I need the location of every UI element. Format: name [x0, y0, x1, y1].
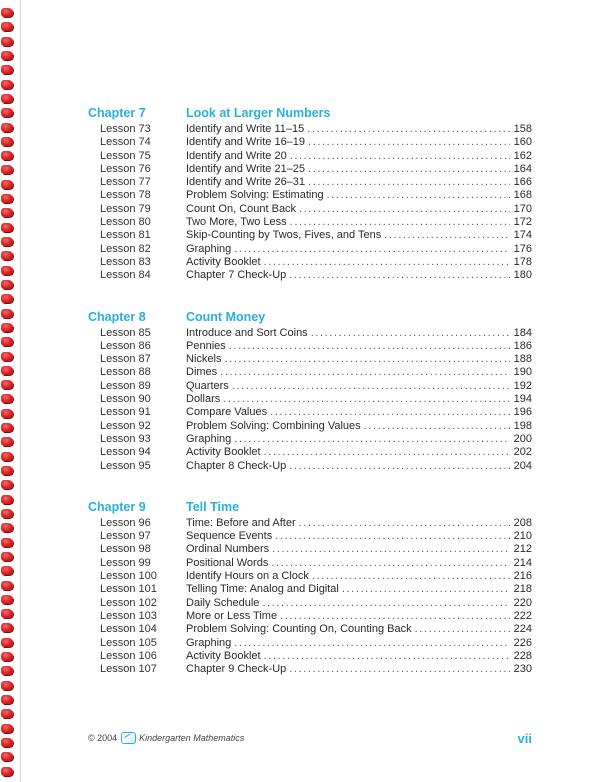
chapter-heading: [88, 106, 532, 123]
lesson-title: Ordinal Numbers: [186, 543, 270, 556]
dot-leader: [264, 650, 510, 662]
lesson-row: [88, 650, 532, 663]
lesson-title-leader: [186, 530, 510, 542]
spiral-ring: [1, 337, 13, 346]
lesson-number: Lesson 93: [100, 432, 151, 445]
lesson-title: Activity Booklet: [186, 446, 261, 459]
spiral-ring: [1, 709, 13, 718]
lesson-title-leader: [186, 269, 510, 281]
lesson-page: 208: [513, 516, 532, 529]
lesson-title: Graphing: [186, 242, 232, 255]
spiral-ring: [1, 652, 13, 661]
dot-leader: [271, 557, 510, 569]
lesson-page: 212: [513, 543, 532, 556]
lesson-title-leader: [186, 380, 510, 392]
lesson-title-leader: [186, 256, 510, 268]
dot-leader: [290, 216, 510, 228]
lesson-title-leader: [186, 163, 510, 175]
lesson-title: Identify and Write 21–25: [186, 162, 306, 175]
lesson-row: [88, 433, 532, 446]
lesson-page: 198: [513, 419, 532, 432]
lesson-row: [88, 637, 532, 650]
spiral-ring: [1, 666, 13, 675]
lesson-row: [88, 216, 532, 229]
spiral-ring: [1, 380, 13, 389]
lesson-number: Lesson 100: [100, 570, 157, 583]
spiral-ring: [1, 466, 13, 475]
lesson-title: Two More, Two Less: [186, 216, 287, 229]
lesson-row: [88, 136, 532, 149]
lesson-number: Lesson 81: [100, 229, 151, 242]
spiral-ring: [1, 752, 13, 761]
dot-leader: [270, 406, 510, 418]
spiral-ring: [1, 237, 13, 246]
chapter-number: Chapter 9: [88, 499, 146, 514]
lesson-page: 228: [513, 649, 532, 662]
lesson-page: 192: [513, 379, 532, 392]
lesson-page: 214: [513, 556, 532, 569]
spiral-ring: [1, 538, 13, 547]
dot-leader: [272, 543, 510, 555]
lesson-number: Lesson 96: [100, 516, 151, 529]
lesson-title: Activity Booklet: [186, 255, 261, 268]
lesson-number: Lesson 103: [100, 609, 157, 622]
lesson-title: Time: Before and After: [186, 516, 296, 529]
lesson-row: [88, 243, 532, 256]
spiral-ring: [1, 509, 13, 518]
lesson-title-leader: [186, 176, 510, 188]
spiral-ring: [1, 437, 13, 446]
spiral-ring: [1, 323, 13, 332]
dot-leader: [229, 340, 510, 352]
lesson-number: Lesson 82: [100, 242, 151, 255]
spiral-ring: [1, 595, 13, 604]
lesson-row: [88, 176, 532, 189]
lesson-page: 170: [513, 202, 532, 215]
lesson-page: 186: [513, 339, 532, 352]
spiral-binding: [0, 0, 16, 782]
lesson-title: Compare Values: [186, 406, 268, 419]
lesson-title-leader: [186, 243, 510, 255]
dot-leader: [307, 123, 510, 135]
spiral-ring: [1, 609, 13, 618]
chapter-heading: [88, 310, 532, 327]
spiral-ring: [1, 767, 13, 776]
lesson-row: [88, 163, 532, 176]
lesson-page: 176: [513, 242, 532, 255]
lesson-page: 184: [513, 326, 532, 339]
lesson-title: Daily Schedule: [186, 596, 260, 609]
lesson-number: Lesson 76: [100, 162, 151, 175]
lesson-number: Lesson 102: [100, 596, 157, 609]
lesson-row: [88, 517, 532, 530]
chapter-title: Count Money: [186, 309, 266, 324]
lesson-title: Problem Solving: Estimating: [186, 189, 324, 202]
lesson-number: Lesson 95: [100, 459, 151, 472]
page-edge: [20, 0, 21, 782]
lesson-title: Dollars: [186, 393, 221, 406]
lesson-number: Lesson 91: [100, 406, 151, 419]
lesson-row: [88, 530, 532, 543]
lesson-title-leader: [186, 597, 510, 609]
lesson-title: Identify and Write 16–19: [186, 136, 306, 149]
lesson-title-leader: [186, 136, 510, 148]
lesson-title-leader: [186, 446, 510, 458]
dot-leader: [308, 136, 510, 148]
lesson-title: Telling Time: Analog and Digital: [186, 583, 339, 596]
lesson-number: Lesson 106: [100, 649, 157, 662]
lesson-row: [88, 269, 532, 282]
spiral-ring: [1, 495, 13, 504]
dot-leader: [312, 570, 510, 582]
dot-leader: [264, 256, 510, 268]
lesson-title-leader: [186, 353, 510, 365]
lesson-page: 188: [513, 353, 532, 366]
lesson-page: 160: [513, 136, 532, 149]
spiral-ring: [1, 123, 13, 132]
chapter-number: Chapter 8: [88, 309, 146, 324]
lesson-title: Identify and Write 26–31: [186, 176, 306, 189]
dot-leader: [224, 353, 510, 365]
spiral-ring: [1, 523, 13, 532]
book-title: Kindergarten Mathematics: [139, 733, 245, 743]
lesson-row: [88, 610, 532, 623]
lesson-title: Graphing: [186, 636, 232, 649]
spiral-ring: [1, 137, 13, 146]
lesson-number: Lesson 89: [100, 379, 151, 392]
lesson-title: Quarters: [186, 379, 229, 392]
lesson-page: 158: [513, 123, 532, 135]
lesson-number: Lesson 99: [100, 556, 151, 569]
lesson-row: [88, 123, 532, 136]
lesson-row: [88, 340, 532, 353]
lesson-page: 216: [513, 570, 532, 583]
spiral-ring: [1, 480, 13, 489]
spiral-ring: [1, 223, 13, 232]
lesson-row: [88, 583, 532, 596]
lesson-title: Problem Solving: Combining Values: [186, 419, 361, 432]
lesson-page: 166: [513, 176, 532, 189]
chapter-heading: [88, 500, 532, 517]
dot-leader: [232, 380, 510, 392]
lesson-row: [88, 203, 532, 216]
lesson-title-leader: [186, 216, 510, 228]
lesson-number: Lesson 94: [100, 446, 151, 459]
dot-leader: [415, 623, 510, 635]
lesson-row: [88, 393, 532, 406]
lesson-page: 210: [513, 530, 532, 543]
lesson-row: [88, 420, 532, 433]
lesson-row: [88, 623, 532, 636]
spiral-ring: [1, 452, 13, 461]
lesson-page: 204: [513, 459, 532, 472]
chapter-section: [88, 310, 532, 473]
lesson-number: Lesson 92: [100, 419, 151, 432]
chapter-title: Look at Larger Numbers: [186, 106, 331, 120]
lesson-page: 172: [513, 216, 532, 229]
lesson-page: 168: [513, 189, 532, 202]
lesson-title-leader: [186, 393, 510, 405]
lesson-row: [88, 380, 532, 393]
lesson-number: Lesson 83: [100, 255, 151, 268]
spiral-ring: [1, 51, 13, 60]
lesson-title-leader: [186, 557, 510, 569]
spiral-ring: [1, 294, 13, 303]
page-footer: [88, 728, 532, 748]
lesson-row: [88, 189, 532, 202]
lesson-title: Graphing: [186, 432, 232, 445]
lesson-title: More or Less Time: [186, 609, 278, 622]
lesson-number: Lesson 101: [100, 583, 157, 596]
spiral-ring: [1, 394, 13, 403]
lesson-number: Lesson 104: [100, 623, 157, 636]
lesson-row: [88, 460, 532, 473]
lesson-title-leader: [186, 517, 510, 529]
lesson-title-leader: [186, 637, 510, 649]
lesson-number: Lesson 84: [100, 269, 151, 282]
lesson-number: Lesson 79: [100, 202, 151, 215]
lesson-number: Lesson 75: [100, 149, 151, 162]
lesson-number: Lesson 97: [100, 530, 151, 543]
lesson-page: 230: [513, 663, 532, 676]
dot-leader: [342, 583, 510, 595]
lesson-row: [88, 663, 532, 676]
lesson-number: Lesson 88: [100, 366, 151, 379]
lesson-page: 196: [513, 406, 532, 419]
publisher-logo-icon: [121, 732, 136, 744]
dot-leader: [280, 610, 510, 622]
lesson-row: [88, 327, 532, 340]
lesson-row: [88, 543, 532, 556]
lesson-title-leader: [186, 420, 510, 432]
lesson-title-leader: [186, 150, 510, 162]
spiral-ring: [1, 280, 13, 289]
lesson-row: [88, 366, 532, 379]
dot-leader: [289, 269, 510, 281]
chapter-section: [88, 106, 532, 283]
lesson-number: Lesson 98: [100, 543, 151, 556]
lesson-title-leader: [186, 460, 510, 472]
lesson-title-leader: [186, 543, 510, 555]
lesson-title-leader: [186, 406, 510, 418]
lesson-page: 226: [513, 636, 532, 649]
spiral-ring: [1, 724, 13, 733]
chapter-title: Tell Time: [186, 499, 240, 514]
spiral-ring: [1, 94, 13, 103]
lesson-number: Lesson 74: [100, 136, 151, 149]
lesson-title: Pennies: [186, 339, 226, 352]
spiral-ring: [1, 251, 13, 260]
dot-leader: [275, 530, 510, 542]
dot-leader: [299, 517, 510, 529]
lesson-title: Count On, Count Back: [186, 202, 297, 215]
lesson-row: [88, 597, 532, 610]
dot-leader: [234, 637, 510, 649]
dot-leader: [299, 203, 510, 215]
lesson-title-leader: [186, 366, 510, 378]
lesson-page: 174: [513, 229, 532, 242]
lesson-row: [88, 557, 532, 570]
lesson-page: 224: [513, 623, 532, 636]
lesson-number: Lesson 80: [100, 216, 151, 229]
dot-leader: [327, 189, 510, 201]
spiral-ring: [1, 22, 13, 31]
lesson-page: 200: [513, 432, 532, 445]
spiral-ring: [1, 681, 13, 690]
spiral-ring: [1, 266, 13, 275]
lesson-title: Chapter 7 Check-Up: [186, 269, 287, 282]
lesson-title: Activity Booklet: [186, 649, 261, 662]
lesson-row: [88, 256, 532, 269]
spiral-ring: [1, 180, 13, 189]
lesson-page: 218: [513, 583, 532, 596]
spiral-ring: [1, 409, 13, 418]
spiral-ring: [1, 37, 13, 46]
lesson-number: Lesson 90: [100, 393, 151, 406]
spiral-ring: [1, 581, 13, 590]
spiral-ring: [1, 638, 13, 647]
dot-leader: [364, 420, 510, 432]
spiral-ring: [1, 80, 13, 89]
lesson-number: Lesson 86: [100, 339, 151, 352]
dot-leader: [290, 150, 510, 162]
spiral-ring: [1, 352, 13, 361]
lesson-row: [88, 150, 532, 163]
spiral-ring: [1, 695, 13, 704]
dot-leader: [308, 176, 510, 188]
lesson-title: Nickels: [186, 353, 222, 366]
lesson-title: Positional Words: [186, 556, 269, 569]
lesson-row: [88, 446, 532, 459]
page-number: vii: [517, 730, 532, 746]
lesson-title-leader: [186, 570, 510, 582]
spiral-ring: [1, 623, 13, 632]
lesson-page: 194: [513, 393, 532, 406]
dot-leader: [384, 229, 510, 241]
lesson-number: Lesson 107: [100, 663, 157, 676]
lesson-row: [88, 229, 532, 242]
lesson-number: Lesson 78: [100, 189, 151, 202]
lesson-page: 178: [513, 255, 532, 268]
lesson-title-leader: [186, 123, 510, 135]
lesson-title-leader: [186, 203, 510, 215]
lesson-number: Lesson 73: [100, 123, 151, 135]
spiral-ring: [1, 151, 13, 160]
spiral-ring: [1, 423, 13, 432]
lesson-page: 220: [513, 596, 532, 609]
spiral-ring: [1, 194, 13, 203]
lesson-title: Problem Solving: Counting On, Counting Back: [186, 623, 412, 636]
lesson-title: Skip-Counting by Twos, Fives, and Tens: [186, 229, 382, 242]
lesson-number: Lesson 85: [100, 326, 151, 339]
chapter-number: Chapter 7: [88, 106, 146, 120]
spiral-ring: [1, 566, 13, 575]
lesson-title-leader: [186, 327, 510, 339]
dot-leader: [289, 663, 510, 675]
chapter-section: [88, 500, 532, 677]
spiral-ring: [1, 65, 13, 74]
lesson-title-leader: [186, 663, 510, 675]
lesson-row: [88, 353, 532, 366]
dot-leader: [234, 243, 510, 255]
dot-leader: [234, 433, 510, 445]
spiral-ring: [1, 108, 13, 117]
dot-leader: [220, 366, 510, 378]
dot-leader: [289, 460, 510, 472]
spiral-ring: [1, 309, 13, 318]
lesson-row: [88, 570, 532, 583]
lesson-page: 202: [513, 446, 532, 459]
spiral-ring: [1, 208, 13, 217]
lesson-title: Chapter 9 Check-Up: [186, 663, 287, 676]
lesson-page: 222: [513, 609, 532, 622]
lesson-title-leader: [186, 650, 510, 662]
lesson-page: 190: [513, 366, 532, 379]
lesson-title: Sequence Events: [186, 530, 273, 543]
copyright-text: © 2004: [88, 733, 118, 743]
lesson-title-leader: [186, 340, 510, 352]
lesson-title-leader: [186, 623, 510, 635]
spiral-ring: [1, 552, 13, 561]
lesson-page: 164: [513, 162, 532, 175]
spiral-ring: [1, 8, 13, 17]
lesson-row: [88, 406, 532, 419]
lesson-title: Identify and Write 20: [186, 149, 287, 162]
lesson-title-leader: [186, 583, 510, 595]
lesson-title-leader: [186, 433, 510, 445]
dot-leader: [264, 446, 510, 458]
dot-leader: [308, 163, 510, 175]
lesson-title-leader: [186, 229, 510, 241]
lesson-number: Lesson 87: [100, 353, 151, 366]
lesson-title: Introduce and Sort Coins: [186, 326, 308, 339]
lesson-title-leader: [186, 610, 510, 622]
lesson-title: Identify and Write 11–15: [186, 123, 305, 135]
spiral-ring: [1, 738, 13, 747]
lesson-title: Identify Hours on a Clock: [186, 570, 309, 583]
spiral-ring: [1, 165, 13, 174]
lesson-number: Lesson 77: [100, 176, 151, 189]
dot-leader: [262, 597, 510, 609]
table-of-contents: [88, 106, 532, 703]
lesson-title-leader: [186, 189, 510, 201]
lesson-title: Dimes: [186, 366, 218, 379]
spiral-ring: [1, 366, 13, 375]
lesson-title: Chapter 8 Check-Up: [186, 459, 287, 472]
lesson-page: 162: [513, 149, 532, 162]
lesson-number: Lesson 105: [100, 636, 157, 649]
lesson-page: 180: [513, 269, 532, 282]
dot-leader: [223, 393, 510, 405]
dot-leader: [311, 327, 510, 339]
